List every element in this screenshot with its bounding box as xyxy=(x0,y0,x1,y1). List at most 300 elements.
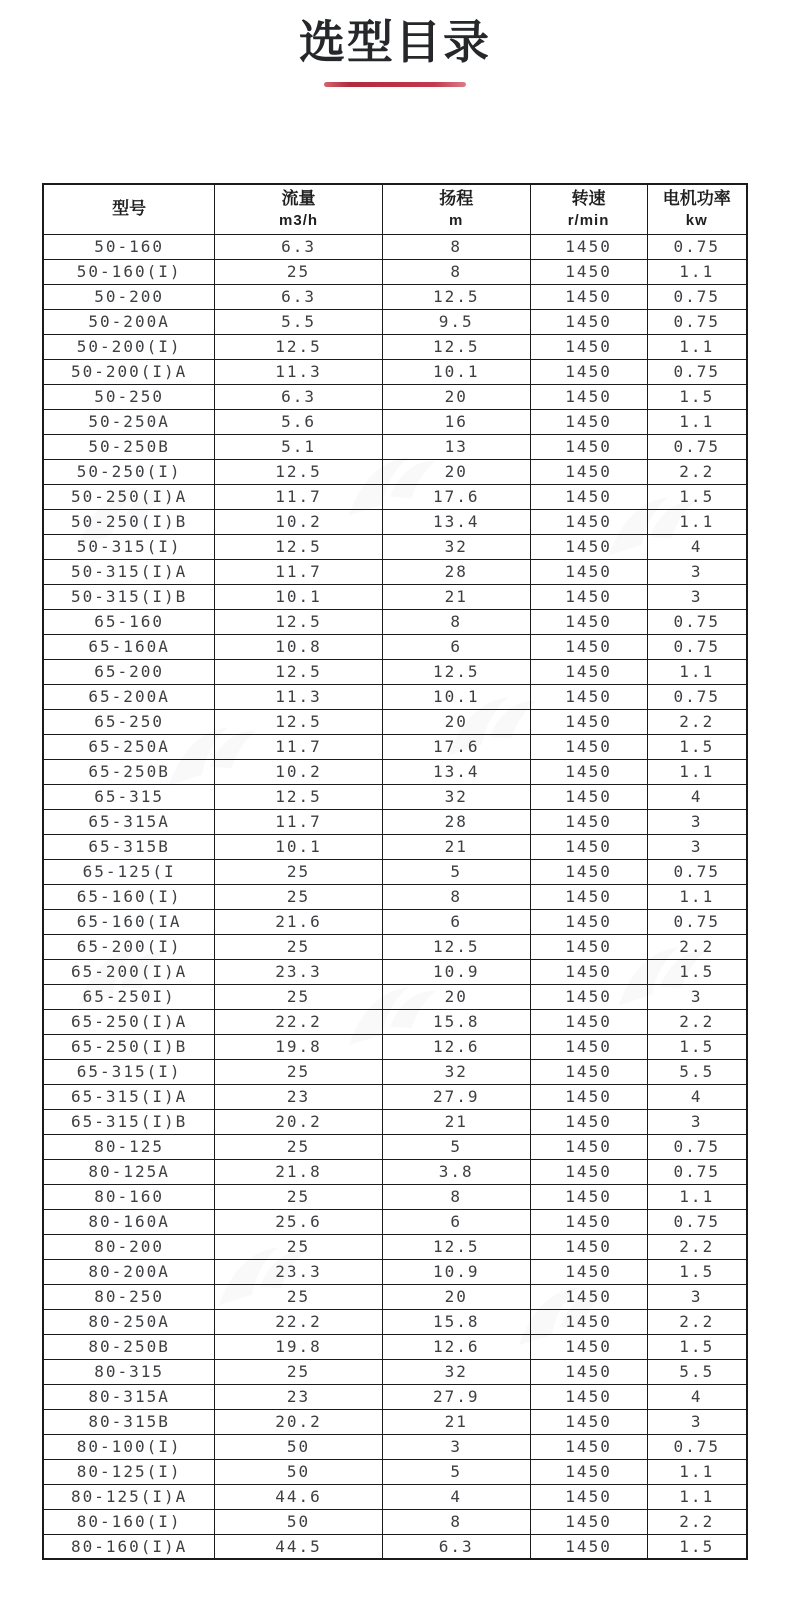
head-cell: 6 xyxy=(382,1209,530,1234)
flow-cell: 22.2 xyxy=(215,1009,383,1034)
col-header-power xyxy=(647,184,747,234)
speed-cell: 1450 xyxy=(530,1184,647,1209)
power-cell: 4 xyxy=(647,784,747,809)
power-cell: 1.5 xyxy=(647,1334,747,1359)
speed-cell: 1450 xyxy=(530,834,647,859)
head-cell: 10.9 xyxy=(382,1259,530,1284)
table-row xyxy=(43,509,747,534)
flow-cell: 12.5 xyxy=(215,534,383,559)
speed-cell: 1450 xyxy=(530,884,647,909)
speed-cell: 1450 xyxy=(530,334,647,359)
speed-cell: 1450 xyxy=(530,484,647,509)
speed-cell: 1450 xyxy=(530,1359,647,1384)
power-cell: 2.2 xyxy=(647,459,747,484)
table-row xyxy=(43,759,747,784)
power-cell: 1.1 xyxy=(647,884,747,909)
speed-cell: 1450 xyxy=(530,859,647,884)
speed-cell: 1450 xyxy=(530,284,647,309)
flow-cell: 12.5 xyxy=(215,334,383,359)
table-row xyxy=(43,559,747,584)
head-cell: 21 xyxy=(382,1109,530,1134)
head-cell: 13.4 xyxy=(382,509,530,534)
model-cell: 65-315A xyxy=(43,809,215,834)
head-cell: 10.9 xyxy=(382,959,530,984)
flow-cell: 50 xyxy=(215,1434,383,1459)
speed-cell: 1450 xyxy=(530,1134,647,1159)
table-row xyxy=(43,834,747,859)
table-row xyxy=(43,934,747,959)
header-row xyxy=(43,184,747,234)
head-cell: 20 xyxy=(382,709,530,734)
speed-cell: 1450 xyxy=(530,259,647,284)
title-underline xyxy=(324,82,466,87)
power-cell: 0.75 xyxy=(647,684,747,709)
head-cell: 13 xyxy=(382,434,530,459)
flow-cell: 10.8 xyxy=(215,634,383,659)
speed-cell: 1450 xyxy=(530,1009,647,1034)
head-cell: 10.1 xyxy=(382,684,530,709)
flow-cell: 23 xyxy=(215,1384,383,1409)
speed-cell: 1450 xyxy=(530,609,647,634)
head-cell: 17.6 xyxy=(382,734,530,759)
model-cell: 50-315(I)B xyxy=(43,584,215,609)
table-row xyxy=(43,284,747,309)
flow-cell: 25 xyxy=(215,884,383,909)
model-cell: 65-125(I xyxy=(43,859,215,884)
power-cell: 2.2 xyxy=(647,1234,747,1259)
speed-cell: 1450 xyxy=(530,684,647,709)
head-cell: 6 xyxy=(382,909,530,934)
head-cell: 32 xyxy=(382,534,530,559)
speed-cell: 1450 xyxy=(530,659,647,684)
table-row xyxy=(43,384,747,409)
flow-cell: 11.3 xyxy=(215,684,383,709)
col-header-flow-label: 流量 xyxy=(281,188,316,208)
head-cell: 20 xyxy=(382,384,530,409)
speed-cell: 1450 xyxy=(530,1534,647,1559)
model-cell: 50-250A xyxy=(43,409,215,434)
model-cell: 65-315(I)A xyxy=(43,1084,215,1109)
flow-cell: 20.2 xyxy=(215,1409,383,1434)
model-cell: 50-315(I) xyxy=(43,534,215,559)
model-cell: 50-250(I)B xyxy=(43,509,215,534)
speed-cell: 1450 xyxy=(530,1509,647,1534)
power-cell: 0.75 xyxy=(647,1434,747,1459)
model-cell: 50-250(I) xyxy=(43,459,215,484)
speed-cell: 1450 xyxy=(530,634,647,659)
power-cell: 1.1 xyxy=(647,1484,747,1509)
flow-cell: 23 xyxy=(215,1084,383,1109)
power-cell: 1.1 xyxy=(647,259,747,284)
speed-cell: 1450 xyxy=(530,234,647,259)
flow-cell: 5.6 xyxy=(215,409,383,434)
speed-cell: 1450 xyxy=(530,734,647,759)
col-header-speed-unit: r/min xyxy=(567,211,610,229)
head-cell: 28 xyxy=(382,559,530,584)
table-row xyxy=(43,959,747,984)
model-cell: 80-250 xyxy=(43,1284,215,1309)
speed-cell: 1450 xyxy=(530,1259,647,1284)
model-cell: 50-250 xyxy=(43,384,215,409)
model-cell: 65-250 xyxy=(43,709,215,734)
table-row xyxy=(43,1409,747,1434)
model-cell: 80-160A xyxy=(43,1209,215,1234)
table-row xyxy=(43,1084,747,1109)
head-cell: 12.5 xyxy=(382,284,530,309)
col-header-model-label: 型号 xyxy=(112,198,147,218)
model-cell: 50-200(I) xyxy=(43,334,215,359)
model-cell: 80-250B xyxy=(43,1334,215,1359)
flow-cell: 12.5 xyxy=(215,709,383,734)
model-cell: 50-315(I)A xyxy=(43,559,215,584)
flow-cell: 12.5 xyxy=(215,609,383,634)
head-cell: 21 xyxy=(382,584,530,609)
model-cell: 65-315B xyxy=(43,834,215,859)
flow-cell: 25 xyxy=(215,984,383,1009)
power-cell: 4 xyxy=(647,1084,747,1109)
col-header-speed xyxy=(530,184,647,234)
power-cell: 3 xyxy=(647,1284,747,1309)
model-cell: 80-315 xyxy=(43,1359,215,1384)
col-header-model xyxy=(43,184,215,234)
head-cell: 21 xyxy=(382,1409,530,1434)
model-cell: 80-250A xyxy=(43,1309,215,1334)
power-cell: 3 xyxy=(647,834,747,859)
col-header-flow xyxy=(215,184,383,234)
flow-cell: 10.1 xyxy=(215,834,383,859)
head-cell: 32 xyxy=(382,784,530,809)
flow-cell: 21.8 xyxy=(215,1159,383,1184)
head-cell: 15.8 xyxy=(382,1309,530,1334)
power-cell: 1.5 xyxy=(647,1259,747,1284)
flow-cell: 25 xyxy=(215,1059,383,1084)
head-cell: 6.3 xyxy=(382,1534,530,1559)
head-cell: 3.8 xyxy=(382,1159,530,1184)
flow-cell: 12.5 xyxy=(215,459,383,484)
power-cell: 3 xyxy=(647,809,747,834)
table-row xyxy=(43,859,747,884)
speed-cell: 1450 xyxy=(530,1409,647,1434)
power-cell: 4 xyxy=(647,1384,747,1409)
power-cell: 1.5 xyxy=(647,1034,747,1059)
model-cell: 80-125(I)A xyxy=(43,1484,215,1509)
head-cell: 8 xyxy=(382,234,530,259)
power-cell: 0.75 xyxy=(647,309,747,334)
table-row xyxy=(43,1134,747,1159)
table-row xyxy=(43,259,747,284)
power-cell: 3 xyxy=(647,1109,747,1134)
table-row xyxy=(43,359,747,384)
speed-cell: 1450 xyxy=(530,1084,647,1109)
model-cell: 65-200(I)A xyxy=(43,959,215,984)
speed-cell: 1450 xyxy=(530,1284,647,1309)
model-cell: 80-200 xyxy=(43,1234,215,1259)
power-cell: 1.1 xyxy=(647,409,747,434)
speed-cell: 1450 xyxy=(530,1459,647,1484)
power-cell: 3 xyxy=(647,984,747,1009)
speed-cell: 1450 xyxy=(530,1334,647,1359)
table-row xyxy=(43,1184,747,1209)
speed-cell: 1450 xyxy=(530,784,647,809)
model-cell: 65-315(I) xyxy=(43,1059,215,1084)
model-cell: 50-200A xyxy=(43,309,215,334)
speed-cell: 1450 xyxy=(530,1309,647,1334)
speed-cell: 1450 xyxy=(530,1209,647,1234)
model-cell: 80-100(I) xyxy=(43,1434,215,1459)
col-header-speed-label: 转速 xyxy=(571,188,606,208)
table-row xyxy=(43,784,747,809)
head-cell: 9.5 xyxy=(382,309,530,334)
flow-cell: 25 xyxy=(215,1359,383,1384)
speed-cell: 1450 xyxy=(530,384,647,409)
col-header-power-label: 电机功率 xyxy=(662,188,731,208)
model-cell: 80-160 xyxy=(43,1184,215,1209)
speed-cell: 1450 xyxy=(530,1109,647,1134)
power-cell: 1.1 xyxy=(647,1184,747,1209)
head-cell: 13.4 xyxy=(382,759,530,784)
flow-cell: 11.3 xyxy=(215,359,383,384)
table-row xyxy=(43,1009,747,1034)
flow-cell: 22.2 xyxy=(215,1309,383,1334)
model-cell: 50-250(I)A xyxy=(43,484,215,509)
flow-cell: 44.5 xyxy=(215,1534,383,1559)
flow-cell: 12.5 xyxy=(215,659,383,684)
power-cell: 2.2 xyxy=(647,1009,747,1034)
flow-cell: 11.7 xyxy=(215,734,383,759)
power-cell: 2.2 xyxy=(647,1509,747,1534)
power-cell: 0.75 xyxy=(647,634,747,659)
head-cell: 3 xyxy=(382,1434,530,1459)
table-row xyxy=(43,334,747,359)
table-row xyxy=(43,1384,747,1409)
table-row xyxy=(43,1284,747,1309)
head-cell: 32 xyxy=(382,1059,530,1084)
flow-cell: 25 xyxy=(215,1284,383,1309)
table-row xyxy=(43,1434,747,1459)
power-cell: 1.5 xyxy=(647,734,747,759)
power-cell: 4 xyxy=(647,534,747,559)
head-cell: 12.5 xyxy=(382,659,530,684)
flow-cell: 21.6 xyxy=(215,909,383,934)
power-cell: 0.75 xyxy=(647,609,747,634)
head-cell: 8 xyxy=(382,884,530,909)
power-cell: 3 xyxy=(647,559,747,584)
model-cell: 65-250I) xyxy=(43,984,215,1009)
col-header-head-label: 扬程 xyxy=(439,188,474,208)
head-cell: 8 xyxy=(382,1509,530,1534)
table-row xyxy=(43,809,747,834)
speed-cell: 1450 xyxy=(530,709,647,734)
model-cell: 80-125(I) xyxy=(43,1459,215,1484)
flow-cell: 44.6 xyxy=(215,1484,383,1509)
model-cell: 65-250A xyxy=(43,734,215,759)
head-cell: 17.6 xyxy=(382,484,530,509)
speed-cell: 1450 xyxy=(530,459,647,484)
flow-cell: 50 xyxy=(215,1459,383,1484)
table-row xyxy=(43,409,747,434)
head-cell: 16 xyxy=(382,409,530,434)
model-cell: 50-160 xyxy=(43,234,215,259)
flow-cell: 25 xyxy=(215,1234,383,1259)
table-row xyxy=(43,1259,747,1284)
model-cell: 50-200(I)A xyxy=(43,359,215,384)
model-cell: 50-250B xyxy=(43,434,215,459)
speed-cell: 1450 xyxy=(530,584,647,609)
head-cell: 12.5 xyxy=(382,1234,530,1259)
model-cell: 65-200(I) xyxy=(43,934,215,959)
table-row xyxy=(43,609,747,634)
model-cell: 80-125 xyxy=(43,1134,215,1159)
head-cell: 10.1 xyxy=(382,359,530,384)
col-header-head-unit: m xyxy=(449,211,464,229)
table-row xyxy=(43,434,747,459)
table-row xyxy=(43,1459,747,1484)
flow-cell: 10.2 xyxy=(215,759,383,784)
speed-cell: 1450 xyxy=(530,1234,647,1259)
speed-cell: 1450 xyxy=(530,359,647,384)
power-cell: 2.2 xyxy=(647,709,747,734)
speed-cell: 1450 xyxy=(530,1484,647,1509)
power-cell: 1.1 xyxy=(647,509,747,534)
table-row xyxy=(43,484,747,509)
model-cell: 65-250B xyxy=(43,759,215,784)
power-cell: 3 xyxy=(647,1409,747,1434)
speed-cell: 1450 xyxy=(530,309,647,334)
power-cell: 1.5 xyxy=(647,384,747,409)
head-cell: 12.6 xyxy=(382,1334,530,1359)
model-cell: 80-125A xyxy=(43,1159,215,1184)
power-cell: 0.75 xyxy=(647,859,747,884)
flow-cell: 11.7 xyxy=(215,484,383,509)
flow-cell: 25 xyxy=(215,259,383,284)
flow-cell: 12.5 xyxy=(215,784,383,809)
head-cell: 27.9 xyxy=(382,1084,530,1109)
model-cell: 65-160 xyxy=(43,609,215,634)
col-header-flow-unit: m3/h xyxy=(279,211,319,229)
table-row xyxy=(43,684,747,709)
power-cell: 0.75 xyxy=(647,359,747,384)
flow-cell: 6.3 xyxy=(215,234,383,259)
speed-cell: 1450 xyxy=(530,759,647,784)
flow-cell: 11.7 xyxy=(215,559,383,584)
table-row xyxy=(43,1359,747,1384)
head-cell: 20 xyxy=(382,459,530,484)
model-cell: 80-200A xyxy=(43,1259,215,1284)
model-cell: 65-315 xyxy=(43,784,215,809)
table-row xyxy=(43,309,747,334)
flow-cell: 6.3 xyxy=(215,384,383,409)
speed-cell: 1450 xyxy=(530,559,647,584)
table-row xyxy=(43,534,747,559)
head-cell: 20 xyxy=(382,1284,530,1309)
flow-cell: 19.8 xyxy=(215,1334,383,1359)
speed-cell: 1450 xyxy=(530,534,647,559)
table-row xyxy=(43,1234,747,1259)
power-cell: 0.75 xyxy=(647,1209,747,1234)
power-cell: 1.5 xyxy=(647,484,747,509)
power-cell: 0.75 xyxy=(647,1134,747,1159)
model-cell: 65-315(I)B xyxy=(43,1109,215,1134)
power-cell: 1.5 xyxy=(647,1534,747,1559)
head-cell: 5 xyxy=(382,1134,530,1159)
table-row xyxy=(43,1034,747,1059)
head-cell: 8 xyxy=(382,609,530,634)
head-cell: 5 xyxy=(382,859,530,884)
model-cell: 65-250(I)B xyxy=(43,1034,215,1059)
flow-cell: 23.3 xyxy=(215,1259,383,1284)
model-cell: 65-250(I)A xyxy=(43,1009,215,1034)
head-cell: 8 xyxy=(382,1184,530,1209)
table-row xyxy=(43,459,747,484)
flow-cell: 25 xyxy=(215,934,383,959)
speed-cell: 1450 xyxy=(530,1159,647,1184)
head-cell: 12.5 xyxy=(382,334,530,359)
speed-cell: 1450 xyxy=(530,434,647,459)
power-cell: 1.1 xyxy=(647,659,747,684)
speed-cell: 1450 xyxy=(530,959,647,984)
flow-cell: 20.2 xyxy=(215,1109,383,1134)
speed-cell: 1450 xyxy=(530,1059,647,1084)
model-cell: 50-200 xyxy=(43,284,215,309)
power-cell: 1.1 xyxy=(647,1459,747,1484)
model-cell: 50-160(I) xyxy=(43,259,215,284)
table-row xyxy=(43,1309,747,1334)
table-row xyxy=(43,584,747,609)
speed-cell: 1450 xyxy=(530,909,647,934)
speed-cell: 1450 xyxy=(530,1384,647,1409)
power-cell: 1.5 xyxy=(647,959,747,984)
table-row xyxy=(43,1534,747,1559)
head-cell: 12.6 xyxy=(382,1034,530,1059)
speed-cell: 1450 xyxy=(530,1434,647,1459)
flow-cell: 5.5 xyxy=(215,309,383,334)
speed-cell: 1450 xyxy=(530,984,647,1009)
head-cell: 6 xyxy=(382,634,530,659)
table-row xyxy=(43,734,747,759)
head-cell: 12.5 xyxy=(382,934,530,959)
speed-cell: 1450 xyxy=(530,809,647,834)
selection-table xyxy=(42,183,748,1560)
table-row xyxy=(43,1159,747,1184)
speed-cell: 1450 xyxy=(530,1034,647,1059)
head-cell: 8 xyxy=(382,259,530,284)
head-cell: 15.8 xyxy=(382,1009,530,1034)
flow-cell: 23.3 xyxy=(215,959,383,984)
model-cell: 80-315A xyxy=(43,1384,215,1409)
table-row xyxy=(43,634,747,659)
table-row xyxy=(43,1509,747,1534)
table-row xyxy=(43,909,747,934)
table-row xyxy=(43,1209,747,1234)
model-cell: 80-160(I) xyxy=(43,1509,215,1534)
flow-cell: 25.6 xyxy=(215,1209,383,1234)
speed-cell: 1450 xyxy=(530,934,647,959)
col-header-head xyxy=(382,184,530,234)
flow-cell: 25 xyxy=(215,1184,383,1209)
table-row xyxy=(43,984,747,1009)
head-cell: 21 xyxy=(382,834,530,859)
power-cell: 1.1 xyxy=(647,334,747,359)
flow-cell: 25 xyxy=(215,859,383,884)
model-cell: 65-200A xyxy=(43,684,215,709)
model-cell: 65-160(I) xyxy=(43,884,215,909)
table-row xyxy=(43,1334,747,1359)
model-cell: 65-160(IA xyxy=(43,909,215,934)
model-cell: 65-160A xyxy=(43,634,215,659)
flow-cell: 6.3 xyxy=(215,284,383,309)
speed-cell: 1450 xyxy=(530,509,647,534)
table-row xyxy=(43,234,747,259)
